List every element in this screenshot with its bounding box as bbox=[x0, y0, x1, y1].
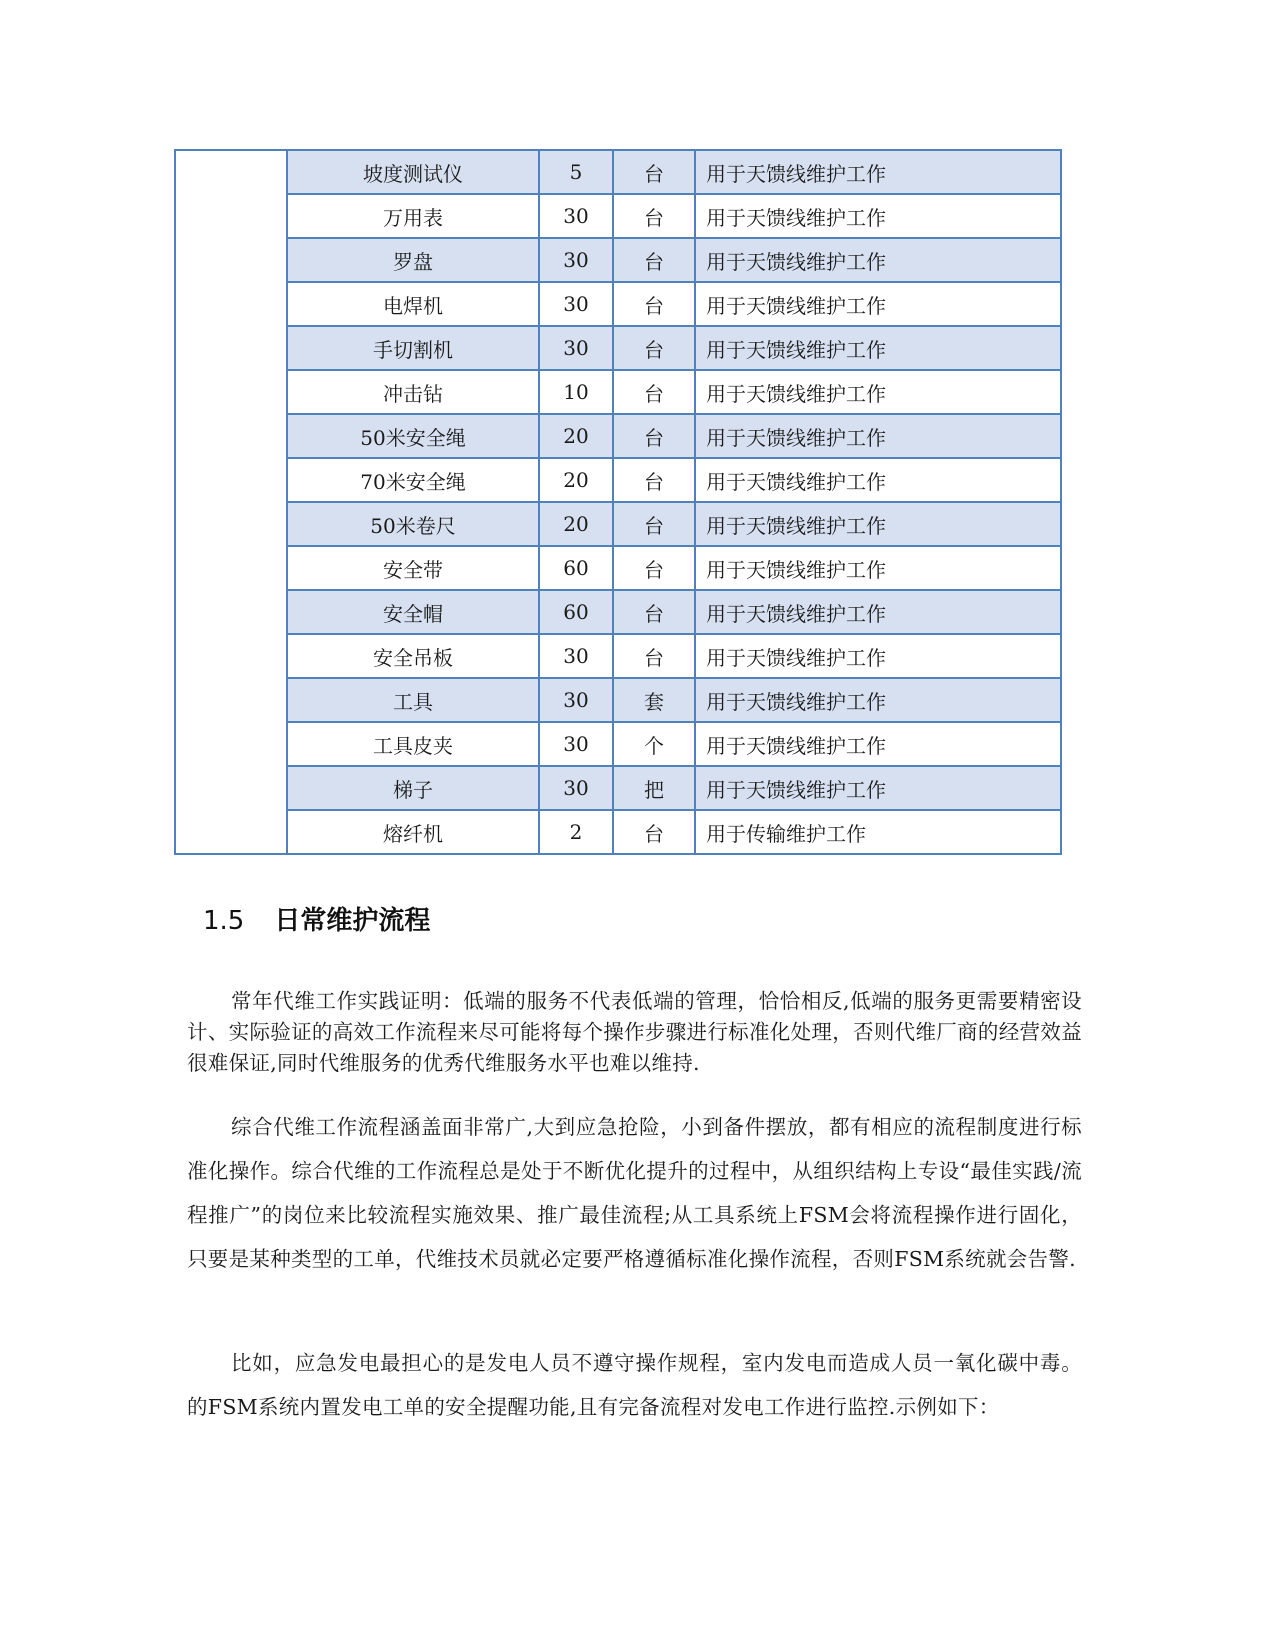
quantity-cell: 30 bbox=[539, 678, 613, 722]
table-row bbox=[175, 150, 1061, 194]
unit-cell: 台 bbox=[613, 326, 695, 370]
section-number: 1.5 bbox=[203, 906, 245, 936]
section-heading bbox=[203, 900, 430, 937]
paragraph-3: 比如，应急发电最担心的是发电人员不遵守操作规程，室内发电而造成人员一氧化碳中毒。的FSM系统内置发电工单的安全提醒功能,且有完备流程对发电工作进行监控.示例如下： bbox=[187, 1350, 1082, 1419]
equipment-table-body bbox=[175, 150, 1061, 854]
table-row bbox=[175, 634, 1061, 678]
equipment-name-cell: 万用表 bbox=[287, 194, 539, 238]
category-cell bbox=[175, 150, 287, 854]
equipment-name-cell: 罗盘 bbox=[287, 238, 539, 282]
quantity-cell: 30 bbox=[539, 634, 613, 678]
unit-cell: 台 bbox=[613, 150, 695, 194]
equipment-name-cell: 安全帽 bbox=[287, 590, 539, 634]
equipment-name-cell: 70米安全绳 bbox=[287, 458, 539, 502]
quantity-cell: 30 bbox=[539, 282, 613, 326]
purpose-cell: 用于天馈线维护工作 bbox=[695, 634, 1061, 678]
purpose-cell: 用于天馈线维护工作 bbox=[695, 678, 1061, 722]
paragraph-2: 综合代维工作流程涵盖面非常广,大到应急抢险，小到备件摆放，都有相应的流程制度进行标准化操作。综合代维的工作流程总是处于不断优化提升的过程中，从组织结构上专设“最佳实践/流程推广”的岗位来比较流程实施效果、推广最佳流程;从工具系统上FSM会将流程操作进行固化，只要是某种类型的工单，代维技术员就必定要严格遵循标准化操作流程，否则FSM系统就会告警. bbox=[187, 1114, 1082, 1271]
equipment-name-cell: 冲击钻 bbox=[287, 370, 539, 414]
purpose-cell: 用于天馈线维护工作 bbox=[695, 238, 1061, 282]
purpose-cell: 用于天馈线维护工作 bbox=[695, 722, 1061, 766]
table-row bbox=[175, 502, 1061, 546]
purpose-cell: 用于天馈线维护工作 bbox=[695, 414, 1061, 458]
table-row bbox=[175, 722, 1061, 766]
equipment-name-cell: 熔纤机 bbox=[287, 810, 539, 854]
table-row bbox=[175, 766, 1061, 810]
table-row bbox=[175, 194, 1061, 238]
equipment-name-cell: 手切割机 bbox=[287, 326, 539, 370]
equipment-name-cell: 工具 bbox=[287, 678, 539, 722]
unit-cell: 台 bbox=[613, 282, 695, 326]
purpose-cell: 用于天馈线维护工作 bbox=[695, 282, 1061, 326]
quantity-cell: 2 bbox=[539, 810, 613, 854]
table-row bbox=[175, 590, 1061, 634]
quantity-cell: 10 bbox=[539, 370, 613, 414]
unit-cell: 台 bbox=[613, 194, 695, 238]
unit-cell: 台 bbox=[613, 414, 695, 458]
table-row bbox=[175, 282, 1061, 326]
purpose-cell: 用于天馈线维护工作 bbox=[695, 150, 1061, 194]
paragraph-1: 常年代维工作实践证明：低端的服务不代表低端的管理，恰恰相反,低端的服务更需要精密设计、实际验证的高效工作流程来尽可能将每个操作步骤进行标准化处理，否则代维厂商的经营效益很难保证,同时代维服务的优秀代维服务水平也难以维持. bbox=[187, 988, 1082, 1075]
purpose-cell: 用于天馈线维护工作 bbox=[695, 502, 1061, 546]
purpose-cell: 用于天馈线维护工作 bbox=[695, 590, 1061, 634]
purpose-cell: 用于天馈线维护工作 bbox=[695, 458, 1061, 502]
purpose-cell: 用于天馈线维护工作 bbox=[695, 194, 1061, 238]
table-row bbox=[175, 458, 1061, 502]
quantity-cell: 5 bbox=[539, 150, 613, 194]
purpose-cell: 用于天馈线维护工作 bbox=[695, 766, 1061, 810]
equipment-name-cell: 工具皮夹 bbox=[287, 722, 539, 766]
table-row bbox=[175, 326, 1061, 370]
unit-cell: 台 bbox=[613, 590, 695, 634]
quantity-cell: 30 bbox=[539, 194, 613, 238]
equipment-name-cell: 电焊机 bbox=[287, 282, 539, 326]
quantity-cell: 60 bbox=[539, 590, 613, 634]
equipment-name-cell: 坡度测试仪 bbox=[287, 150, 539, 194]
unit-cell: 台 bbox=[613, 238, 695, 282]
quantity-cell: 30 bbox=[539, 326, 613, 370]
table-row bbox=[175, 370, 1061, 414]
unit-cell: 台 bbox=[613, 810, 695, 854]
equipment-name-cell: 50米安全绳 bbox=[287, 414, 539, 458]
quantity-cell: 20 bbox=[539, 458, 613, 502]
purpose-cell: 用于天馈线维护工作 bbox=[695, 326, 1061, 370]
table-row bbox=[175, 810, 1061, 854]
table-row bbox=[175, 546, 1061, 590]
purpose-cell: 用于天馈线维护工作 bbox=[695, 546, 1061, 590]
section-title: 日常维护流程 bbox=[274, 906, 431, 936]
unit-cell: 台 bbox=[613, 370, 695, 414]
unit-cell: 台 bbox=[613, 546, 695, 590]
quantity-cell: 30 bbox=[539, 722, 613, 766]
purpose-cell: 用于传输维护工作 bbox=[695, 810, 1061, 854]
unit-cell: 台 bbox=[613, 634, 695, 678]
quantity-cell: 30 bbox=[539, 238, 613, 282]
table-row bbox=[175, 238, 1061, 282]
unit-cell: 台 bbox=[613, 502, 695, 546]
unit-cell: 台 bbox=[613, 458, 695, 502]
equipment-name-cell: 梯子 bbox=[287, 766, 539, 810]
quantity-cell: 20 bbox=[539, 502, 613, 546]
table-row bbox=[175, 414, 1061, 458]
quantity-cell: 30 bbox=[539, 766, 613, 810]
table-row bbox=[175, 678, 1061, 722]
unit-cell: 个 bbox=[613, 722, 695, 766]
equipment-table bbox=[174, 149, 1062, 855]
equipment-name-cell: 安全带 bbox=[287, 546, 539, 590]
quantity-cell: 20 bbox=[539, 414, 613, 458]
unit-cell: 套 bbox=[613, 678, 695, 722]
unit-cell: 把 bbox=[613, 766, 695, 810]
equipment-name-cell: 50米卷尺 bbox=[287, 502, 539, 546]
purpose-cell: 用于天馈线维护工作 bbox=[695, 370, 1061, 414]
equipment-name-cell: 安全吊板 bbox=[287, 634, 539, 678]
quantity-cell: 60 bbox=[539, 546, 613, 590]
